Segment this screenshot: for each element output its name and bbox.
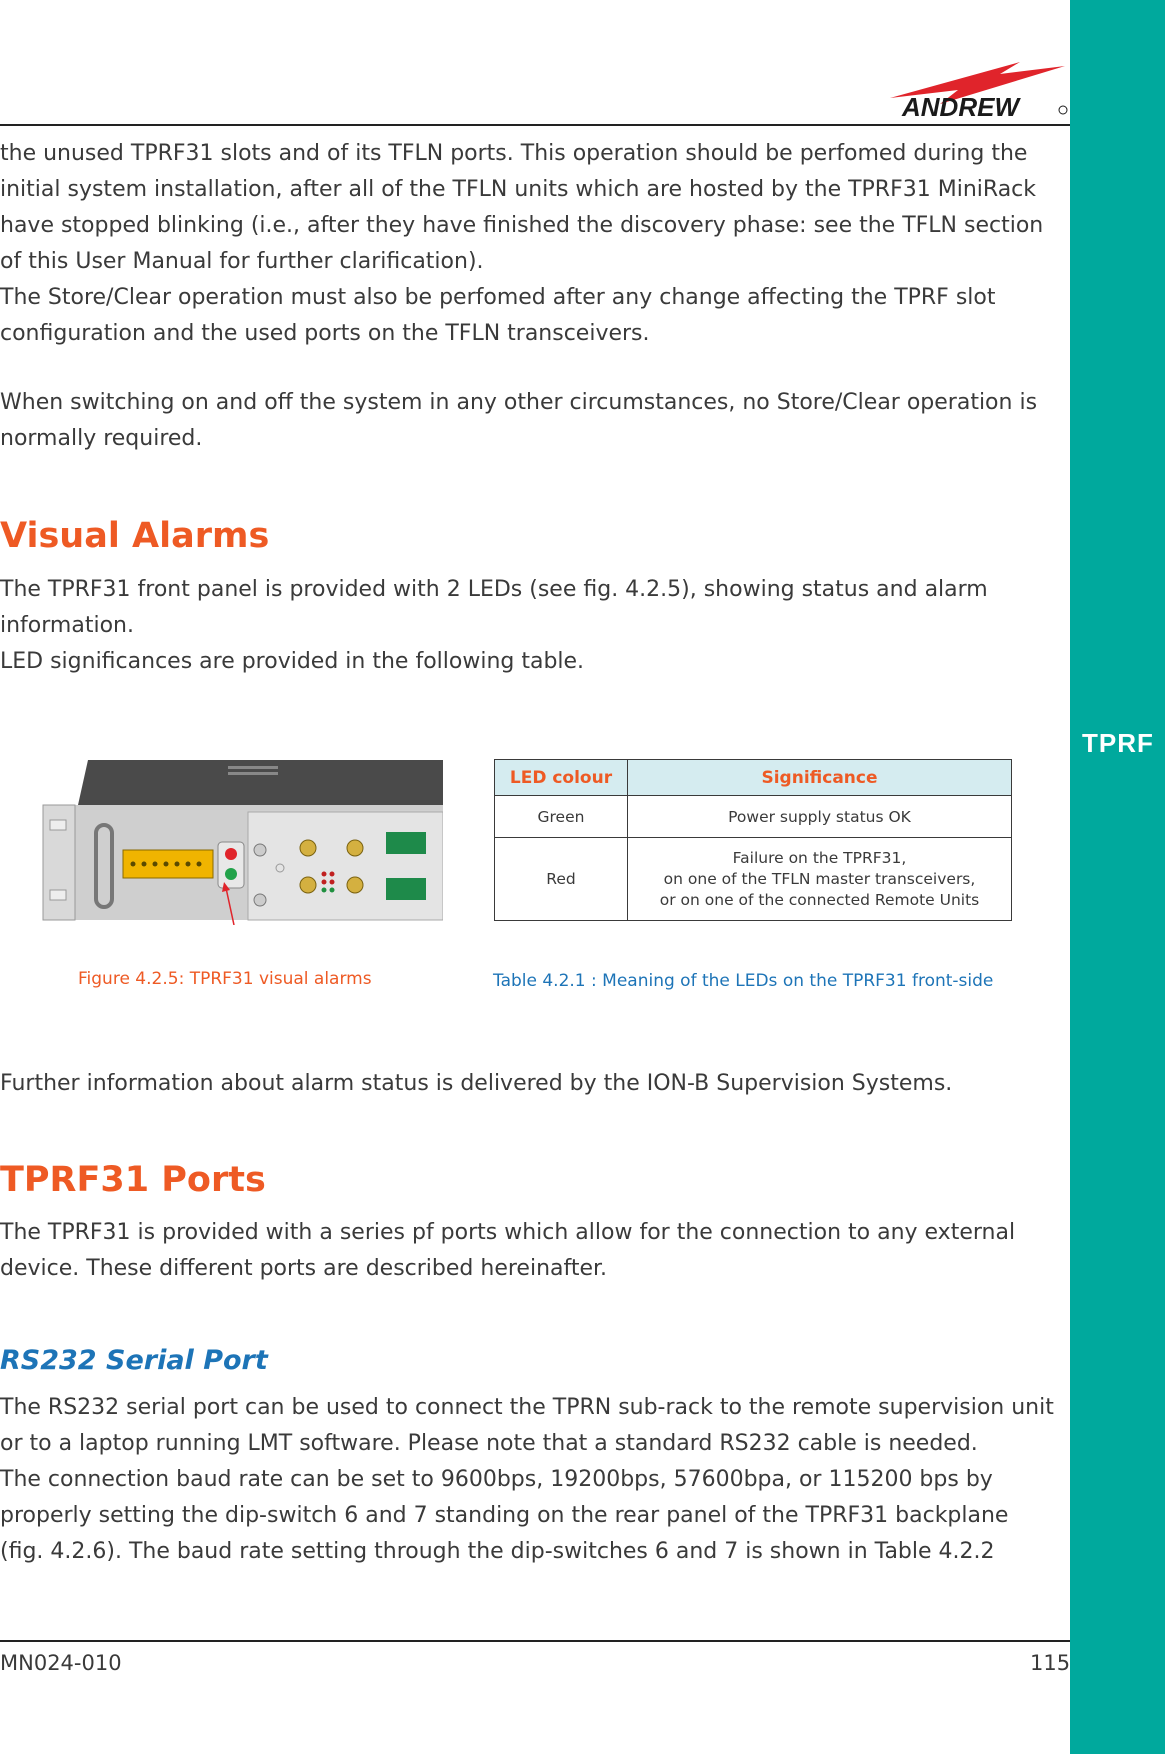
text-line: or to a laptop running LMT software. Please note that a standard RS232 cable is needed. xyxy=(0,1431,978,1456)
sidebar-section-label: TPRF xyxy=(1082,728,1154,758)
text-line: The TPRF31 front panel is provided with 2 LEDs (see fig. 4.2.5), showing status and alarm xyxy=(0,577,988,602)
sidebar-tab xyxy=(1070,0,1165,1754)
table-row xyxy=(495,796,1012,838)
footer-rule xyxy=(0,1640,1070,1642)
table-caption: Table 4.2.1 : Meaning of the LEDs on the TPRF31 front-side xyxy=(493,971,994,991)
red-led-icon xyxy=(225,848,237,860)
text-line: Power supply status OK xyxy=(728,807,911,826)
text-line: normally required. xyxy=(0,426,203,451)
text-line: properly setting the dip-switch 6 and 7 standing on the rear panel of the TPRF31 backplane xyxy=(0,1503,1009,1528)
figure-caption: Figure 4.2.5: TPRF31 visual alarms xyxy=(78,969,372,989)
table-cell-significance xyxy=(628,838,1012,921)
document-id: MN024-010 xyxy=(0,1651,122,1675)
section-heading-tprf31-ports: TPRF31 Ports xyxy=(0,1160,266,1200)
text-line: of this User Manual for further clarification). xyxy=(0,249,484,274)
green-led-icon xyxy=(225,868,237,880)
table-row xyxy=(495,838,1012,921)
text-line: initial system installation, after all of the TFLN units which are hosted by the TPRF31 MiniRack xyxy=(0,177,1037,202)
text-line: on one of the TFLN master transceivers, xyxy=(663,869,976,888)
text-line: or on one of the connected Remote Units xyxy=(659,890,980,909)
subsection-heading-rs232: RS232 Serial Port xyxy=(0,1345,268,1376)
table-header-led-colour: LED colour xyxy=(495,760,628,796)
text-line: information. xyxy=(0,613,134,638)
text-line: The RS232 serial port can be used to connect the TPRN sub-rack to the remote supervision unit xyxy=(0,1395,1054,1420)
brand-text: ANDREW xyxy=(902,92,1019,122)
text-line: configuration and the used ports on the TFLN transceivers. xyxy=(0,321,650,346)
store-clear-note xyxy=(0,385,1040,457)
ports-paragraph xyxy=(0,1215,1040,1287)
text-line: LED significances are provided in the following table. xyxy=(0,649,585,674)
table-header-significance: Significance xyxy=(628,760,1012,796)
table-cell-colour: Red xyxy=(495,838,628,921)
page-number: 115 xyxy=(1030,1651,1071,1675)
rs232-paragraph xyxy=(0,1390,1054,1570)
text-line: (fig. 4.2.6). The baud rate setting through the dip-switches 6 and 7 is shown in Table 4.2.2 xyxy=(0,1539,995,1564)
led-significance-table xyxy=(494,759,1012,921)
header-rule xyxy=(0,124,1070,126)
section-heading-visual-alarms: Visual Alarms xyxy=(0,516,270,556)
text-line: When switching on and off the system in any other circumstances, no Store/Clear operation is xyxy=(0,390,1038,415)
andrew-logo xyxy=(880,60,1070,122)
text-line: have stopped blinking (i.e., after they have finished the discovery phase: see the TFLN section xyxy=(0,213,1044,238)
intro-paragraph xyxy=(0,136,1044,352)
text-line: The Store/Clear operation must also be perfomed after any change affecting the TPRF slot xyxy=(0,285,996,310)
text-line: The connection baud rate can be set to 9600bps, 19200bps, 57600bpa, or 115200 bps by xyxy=(0,1467,993,1492)
further-info-paragraph xyxy=(0,1066,1040,1102)
text-line: Failure on the TPRF31, xyxy=(732,848,907,867)
tprf31-front-panel-image xyxy=(8,750,443,925)
text-line: device. These different ports are described hereinafter. xyxy=(0,1256,608,1281)
table-cell-significance xyxy=(628,796,1012,838)
visual-alarms-paragraph xyxy=(0,572,1040,680)
text-line: the unused TPRF31 slots and of its TFLN ports. This operation should be perfomed during the xyxy=(0,141,1028,166)
text-line: The TPRF31 is provided with a series pf ports which allow for the connection to any external xyxy=(0,1220,1016,1245)
table-cell-colour: Green xyxy=(495,796,628,838)
text-line: Further information about alarm status is delivered by the ION-B Supervision Systems. xyxy=(0,1071,953,1096)
